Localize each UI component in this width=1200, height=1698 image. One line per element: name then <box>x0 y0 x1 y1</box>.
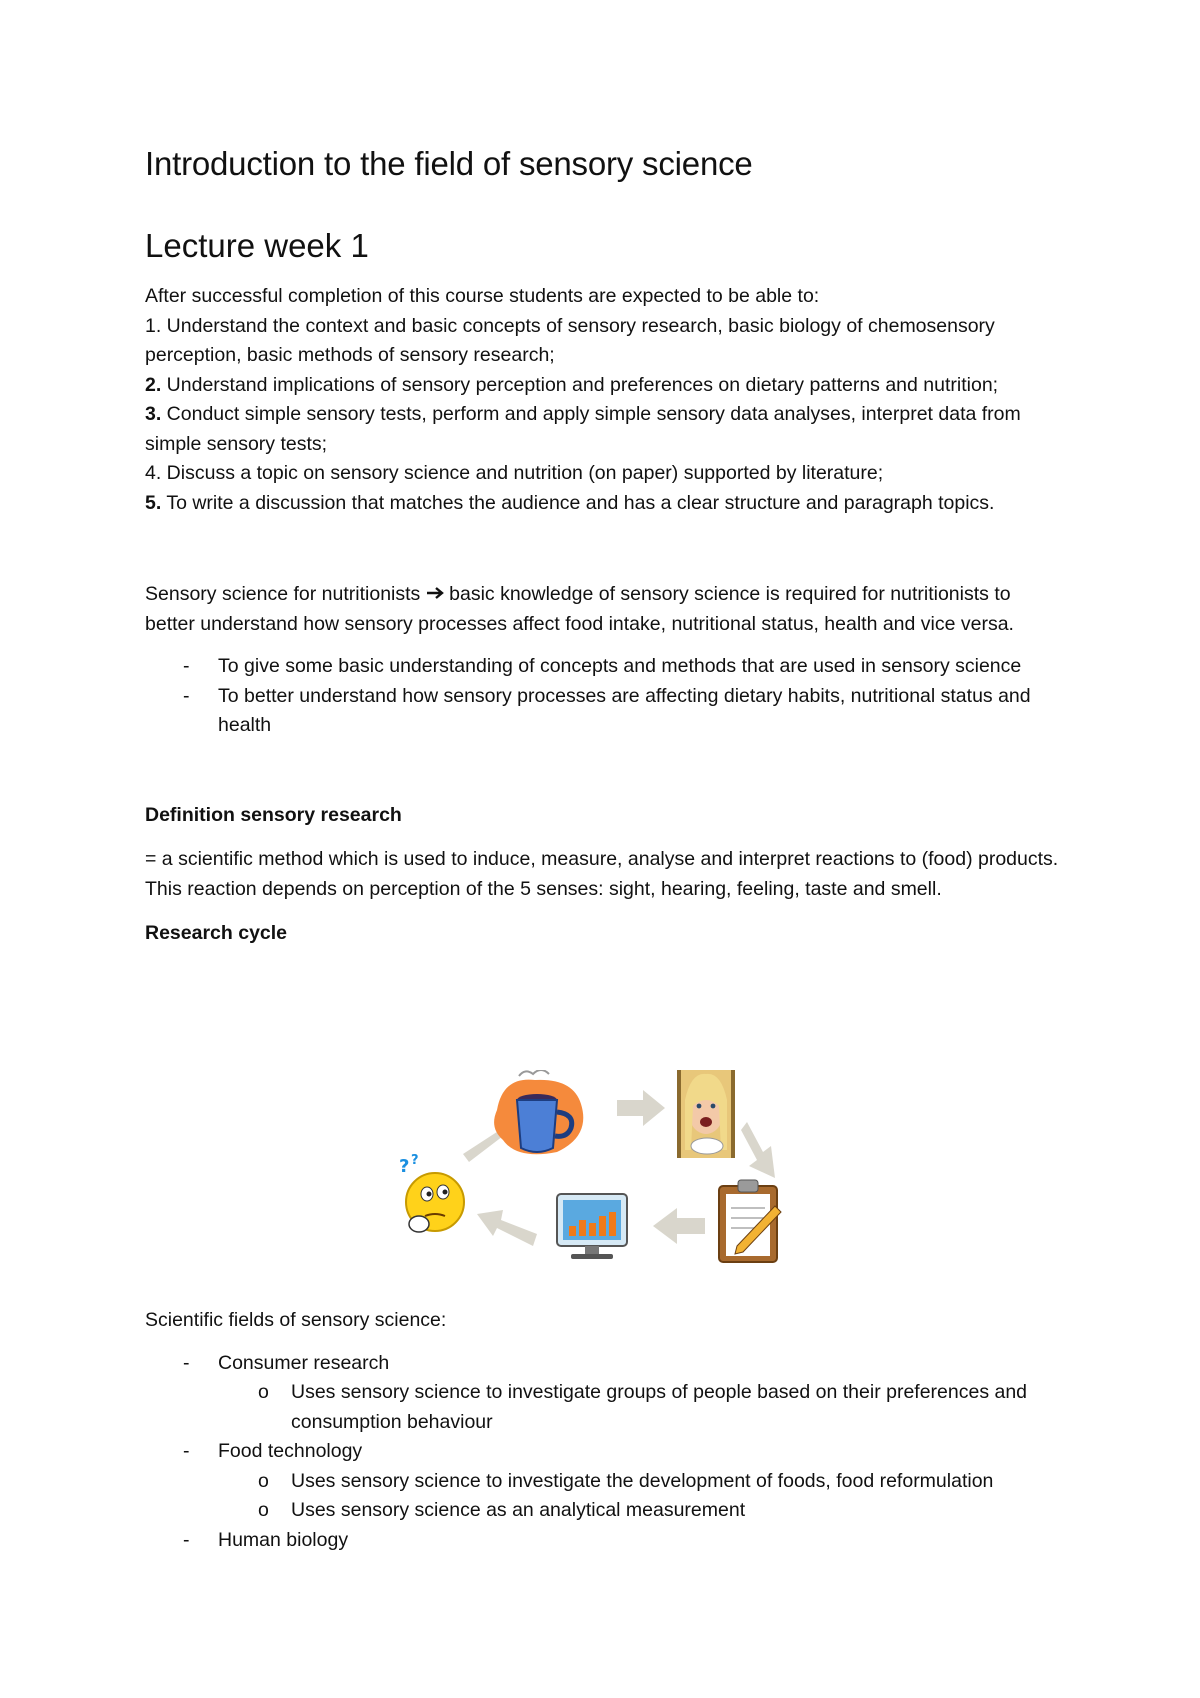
fields-heading: Scientific fields of sensory science: <box>145 1309 447 1331</box>
sub-list-item: o Uses sensory science to investigate groups of people based on their preferences and consumption behaviour <box>218 1378 1065 1437</box>
research-cycle-heading: Research cycle <box>145 922 288 944</box>
objective-text: Conduct simple sensory tests, perform and apply simple sensory data analyses, interpret data from simple sensory tests; <box>145 403 1021 455</box>
nutritionists-bullets <box>145 652 1065 741</box>
nutritionists-lead: Sensory science for nutritionists <box>145 583 421 605</box>
list-item <box>145 1437 1065 1526</box>
definition-text: = a scientific method which is used to induce, measure, analyse and interpret reactions to (food) products. This reaction depends on perception of the 5 senses: sight, hearing, feeling, taste and smell. <box>145 848 1059 900</box>
sub-list <box>218 1467 1065 1526</box>
document-title: Introduction to the field of sensory science <box>145 145 753 182</box>
objective-number: 4. <box>145 462 162 484</box>
thinking-face-icon <box>399 1153 464 1232</box>
list-item: - To better understand how sensory processes are affecting dietary habits, nutritional status and health <box>145 682 1065 741</box>
objective-number: 5. <box>145 491 162 514</box>
field-label: Human biology <box>218 1528 349 1551</box>
list-item <box>145 1349 1065 1438</box>
fields-list <box>145 1349 1065 1556</box>
objective-number: 1. <box>145 314 162 337</box>
computer-chart-icon <box>557 1194 627 1259</box>
objectives-intro: After successful completion of this course students are expected to be able to: <box>145 285 820 307</box>
question-mark: ? <box>411 1153 419 1168</box>
tasting-person-icon <box>677 1070 735 1158</box>
objective-text: Understand implications of sensory perception and preferences on dietary patterns and nutrition; <box>161 373 999 396</box>
cycle-arrow-left-up <box>477 1210 537 1246</box>
list-item <box>145 1526 1065 1556</box>
objective-number: 2. <box>145 373 162 396</box>
definition-heading: Definition sensory research <box>145 803 402 826</box>
sub-list-item: o Uses sensory science to investigate the development of foods, food reformulation <box>218 1467 1065 1497</box>
arrow-right-icon <box>426 580 444 610</box>
field-label: Food technology <box>218 1440 363 1462</box>
lecture-heading: Lecture week 1 <box>145 227 369 264</box>
nutritionists-text: basic knowledge of sensory science is required for nutritionists to better understand how sensory processes affect food intake, nutritional status, health and vice versa. <box>145 583 1014 635</box>
list-item: - To give some basic understanding of concepts and methods that are used in sensory science <box>145 652 1065 682</box>
objective-item <box>145 312 1065 371</box>
objective-text: Discuss a topic on sensory science and nutrition (on paper) supported by literature; <box>161 462 884 484</box>
document-content <box>145 142 1065 949</box>
cycle-arrow-down-right <box>741 1122 775 1178</box>
field-label: Consumer research <box>218 1351 390 1374</box>
research-cycle-diagram <box>385 1070 805 1290</box>
cycle-arrow-left-bottom <box>653 1208 705 1244</box>
objective-number: 3. <box>145 403 162 425</box>
fields-section <box>145 1306 1065 1555</box>
clipboard-icon <box>719 1180 781 1262</box>
objective-item <box>145 459 1065 489</box>
objective-item <box>145 371 1065 401</box>
objective-text: Understand the context and basic concepts of sensory research, basic biology of chemosensory perception, basic methods of sensory research; <box>145 314 995 366</box>
question-mark: ? <box>399 1156 410 1177</box>
coffee-mug-icon <box>494 1070 583 1154</box>
sub-list <box>218 1378 1065 1437</box>
sub-list-item: o Uses sensory science as an analytical measurement <box>218 1496 1065 1526</box>
objective-item <box>145 400 1065 459</box>
objectives-list <box>145 312 1065 519</box>
objective-text: To write a discussion that matches the audience and has a clear structure and paragraph topics. <box>161 491 995 514</box>
objective-item <box>145 489 1065 519</box>
cycle-arrow-right <box>617 1090 665 1126</box>
nutritionists-paragraph <box>145 580 1065 639</box>
